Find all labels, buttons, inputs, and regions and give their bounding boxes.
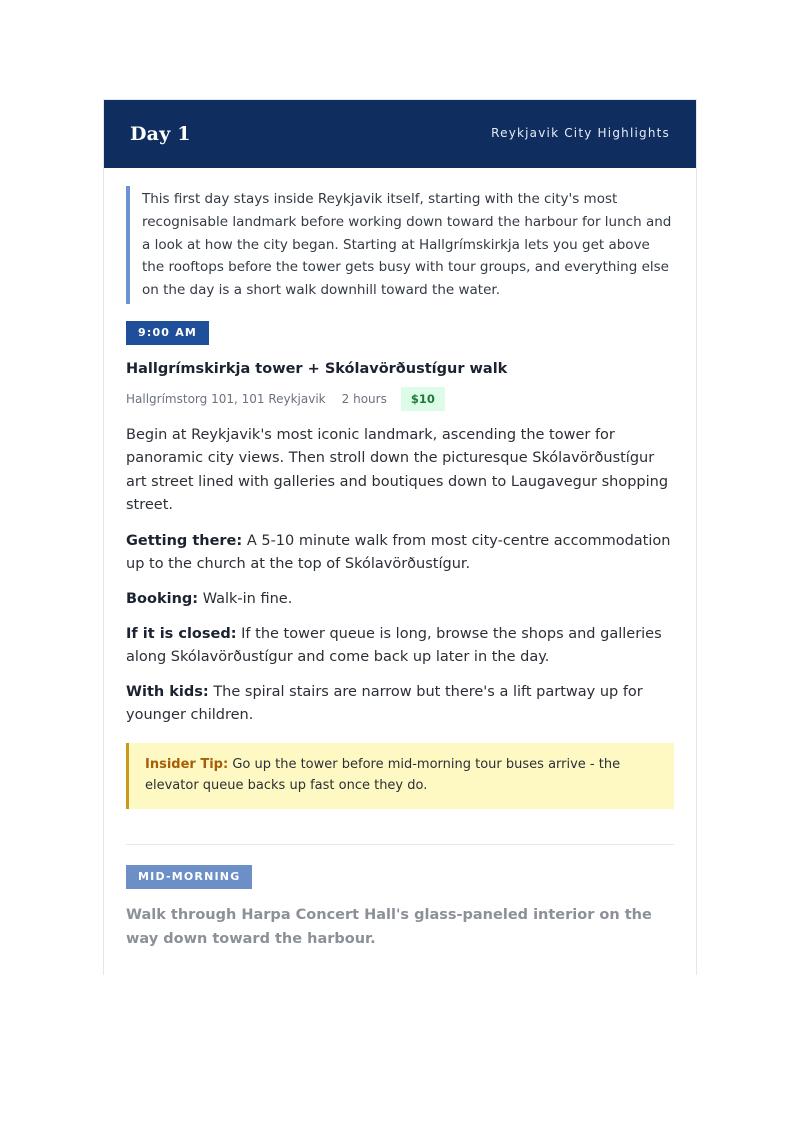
insider-tip-label: Insider Tip: xyxy=(145,756,229,772)
next-activity-text: Walk through Harpa Concert Hall's glass-paneled interior on the way down toward the harbour. xyxy=(126,906,652,947)
activity-meta xyxy=(126,387,674,411)
day-title: Day 1 xyxy=(130,123,191,145)
getting-there-text: A 5-10 minute walk from most city-centre accommodation up to the church at the top of Skólavörðustígur. xyxy=(126,532,671,572)
time-badge: 9:00 AM xyxy=(126,321,209,345)
getting-there xyxy=(126,530,674,576)
activity-title: Hallgrímskirkja tower + Skólavörðustígur walk xyxy=(126,360,508,377)
booking-label: Booking: xyxy=(126,590,199,607)
with-kids xyxy=(126,681,674,727)
if-closed-label: If it is closed: xyxy=(126,625,237,642)
section-divider xyxy=(126,844,674,845)
day-intro: This first day stays inside Reykjavik itself, starting with the city's most recognisable landmark before working down toward the harbour for lunch and a look at how the city began. Starting at Hallgrímskirkja lets you get above the rooftops before the tower gets busy with tour groups, and everything else on the day is a short walk downhill toward the water. xyxy=(126,186,674,304)
activity-description: Begin at Reykjavik's most iconic landmark, ascending the tower for panoramic city views. Then stroll down the picturesque Skólavörðustígur art street lined with galleries and boutiques down to Laugavegur shopping street. xyxy=(126,426,669,514)
next-time-badge: MID-MORNING xyxy=(126,865,252,889)
price-badge: $10 xyxy=(401,387,445,411)
getting-there-label: Getting there: xyxy=(126,532,243,549)
booking-text: Walk-in fine. xyxy=(202,590,293,607)
insider-tip-text: Go up the tower before mid-morning tour buses arrive - the elevator queue backs up fast once they do. xyxy=(145,756,621,794)
with-kids-label: With kids: xyxy=(126,683,209,700)
day-header xyxy=(104,100,696,168)
day-subtitle: Reykjavik City Highlights xyxy=(491,126,670,140)
booking xyxy=(126,588,674,611)
with-kids-text: The spiral stairs are narrow but there's a lift partway up for younger children. xyxy=(126,683,643,723)
day-content xyxy=(104,186,696,951)
insider-tip xyxy=(126,743,674,809)
activity-duration: 2 hours xyxy=(341,391,387,406)
if-closed-text: If the tower queue is long, browse the shops and galleries along Skólavörðustígur and come back up later in the day. xyxy=(126,625,662,665)
if-closed xyxy=(126,623,674,669)
day-card xyxy=(103,99,697,975)
activity-location: Hallgrímstorg 101, 101 Reykjavik xyxy=(126,391,326,406)
